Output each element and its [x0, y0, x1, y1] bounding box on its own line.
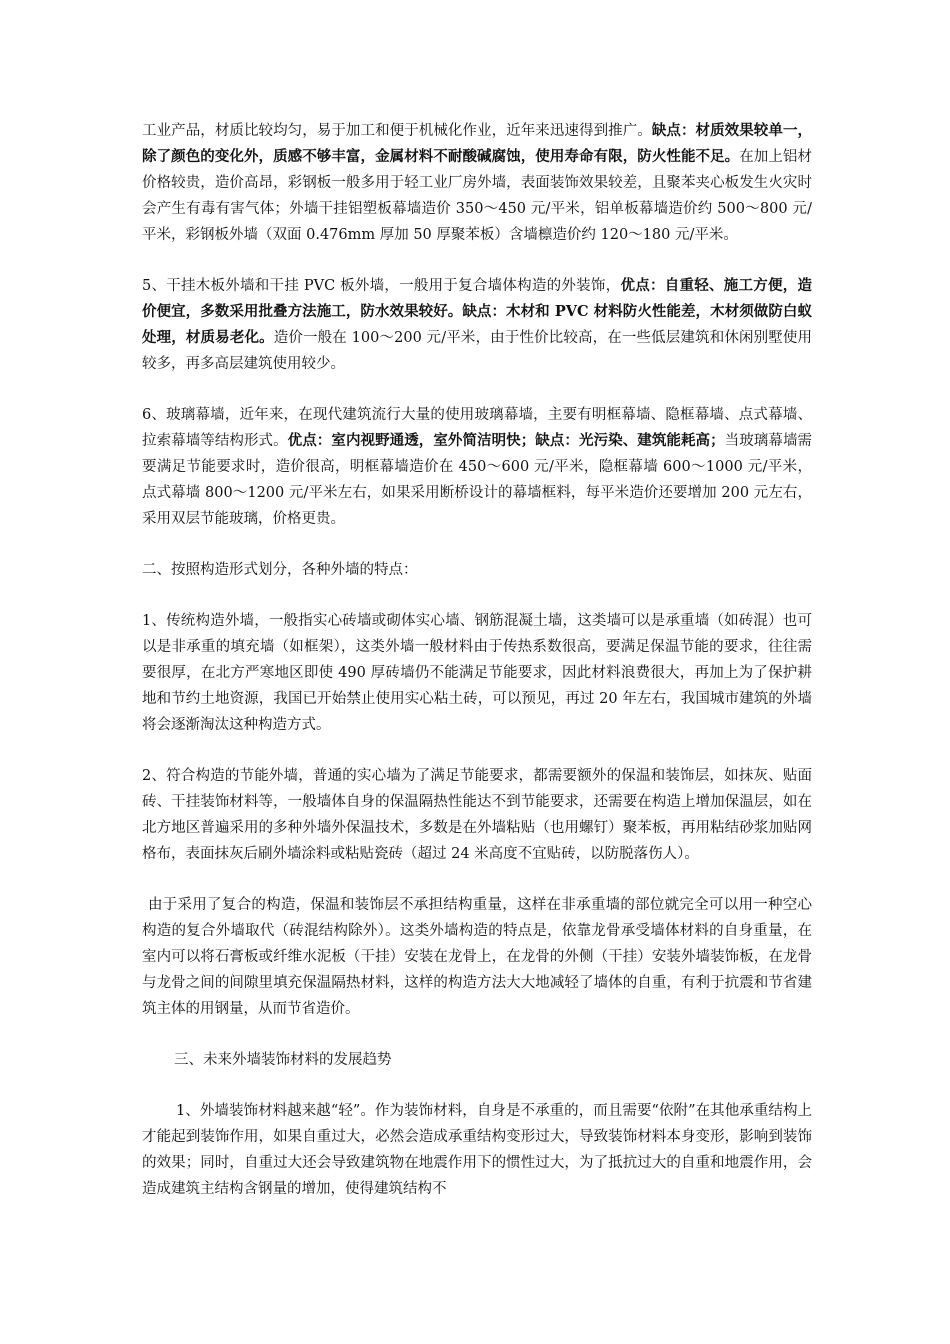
- paragraph: [142, 273, 812, 377]
- paragraph: [142, 557, 812, 583]
- text-run: 5、干挂木板外墙和干挂 PVC 板外墙，一般用于复合墙体构造的外装饰，: [142, 278, 621, 294]
- text-run: 1、外墙装饰材料越来越“轻”。作为装饰材料，自身是不承重的，而且需要“依附”在其他承重结构上才能起到装饰作用，如果自重过大，必然会造成承重结构变形过大，导致装饰材料本身变形，影响到装饰的效果；同时，自重过大还会导致建筑物在地震作用下的惯性过大，为了抵抗过大的自重和地震作用，会造成建筑主结构含钢量的增加，使得建筑结构不: [142, 1103, 812, 1197]
- text-run: 当玻璃幕墙需要满足节能要求时，造价很高，明框幕墙造价在 450～600 元/平米，隐框幕墙 600～1000 元/平米，点式幕墙 800～1200 元/平米左右，如果采用断桥设计的幕墙框料，每平米造价还要增加 200 元左右，采用双层节能玻璃，价格更贵。: [142, 433, 813, 527]
- paragraph: [142, 402, 812, 532]
- bold-text: 缺点：材质效果较单一，除了颜色的变化外，质感不够丰富，金属材料不耐酸碱腐蚀，使用寿命有限，防火性能不足。: [142, 122, 813, 165]
- text-run: 二、按照构造形式划分，各种外墙的特点：: [142, 562, 418, 578]
- bold-text: 优点：自重轻、施工方便，造价便宜，多数采用批叠方法施工，防水效果较好。缺点：木材和 PVC 材料防火性能差，木材须做防白蚁处理，材质易老化。: [142, 277, 813, 346]
- text-run: 2、符合构造的节能外墙，普通的实心墙为了满足节能要求，都需要额外的保温和装饰层，如抹灰、贴面砖、干挂装饰材料等，一般墙体自身的保温隔热性能达不到节能要求，还需要在构造上增加保温层，如在北方地区普遍采用的多种外墙外保温技术，多数是在外墙粘贴（也用螺钉）聚苯板，再用粘结砂浆加贴网格布，表面抹灰后刷外墙涂料或粘贴瓷砖（超过 24 米高度不宜贴砖，以防脱落伤人）。: [142, 768, 812, 862]
- text-run: 三、未来外墙装饰材料的发展趋势: [174, 1052, 392, 1068]
- text-run: 6、玻璃幕墙，近年来，在现代建筑流行大量的使用玻璃幕墙，主要有明框幕墙、隐框幕墙、点式幕墙、拉索幕墙等结构形式。: [142, 407, 812, 449]
- text-run: 工业产品，材质比较均匀，易于加工和便于机械化作业，近年来迅速得到推广。: [142, 123, 652, 139]
- bold-text: 优点：室内视野通透，室外简洁明快；缺点：光污染、建筑能耗高；: [287, 432, 725, 449]
- document-page: [142, 118, 812, 1227]
- paragraph: [142, 892, 812, 1022]
- paragraph: [142, 118, 812, 248]
- text-run: 1、传统构造外墙，一般指实心砖墙或砌体实心墙、钢筋混凝土墙，这类墙可以是承重墙（如砖混）也可以是非承重的填充墙（如框架），这类外墙一般材料由于传热系数很高，要满足保温节能的要求，往往需要很厚，在北方严寒地区即使 490 厚砖墙仍不能满足节能要求，因此材料浪费很大，再加上为了保护耕地和节约土地资源，我国已开始禁止使用实心粘土砖，可以预见，再过 20 年左右，我国城市建筑的外墙将会逐渐淘汰这种构造方式。: [142, 613, 812, 733]
- text-run: 在加上铝材价格较贵，造价高昂，彩钢板一般多用于轻工业厂房外墙，表面装饰效果较差，且聚苯夹心板发生火灾时会产生有毒有害气体；外墙干挂铝塑板幕墙造价 350～450 元/平米，铝单板幕墙造价约 500～800 元/平米，彩钢板外墙（双面 0.476mm 厚加 50 厚聚苯板）含墙檩造价约 120～180 元/平米。: [142, 149, 813, 243]
- paragraph: [142, 608, 812, 738]
- text-run: 造价一般在 100～200 元/平米，由于性价比较高，在一些低层建筑和休闲别墅使用较多，再多高层建筑使用较少。: [142, 330, 813, 372]
- text-run: 由于采用了复合的构造，保温和装饰层不承担结构重量，这样在非承重墙的部位就完全可以用一种空心构造的复合外墙取代（砖混结构除外）。这类外墙构造的特点是，依靠龙骨承受墙体材料的自身重量，在室内可以将石膏板或纤维水泥板（干挂）安装在龙骨上，在龙骨的外侧（干挂）安装外墙装饰板，在龙骨与龙骨之间的间隙里填充保温隔热材料，这样的构造方法大大地减轻了墙体的自重，有利于抗震和节省建筑主体的用钢量，从而节省造价。: [142, 897, 812, 1017]
- paragraph: [142, 1047, 812, 1073]
- paragraph: [142, 1098, 812, 1202]
- paragraph: [142, 763, 812, 867]
